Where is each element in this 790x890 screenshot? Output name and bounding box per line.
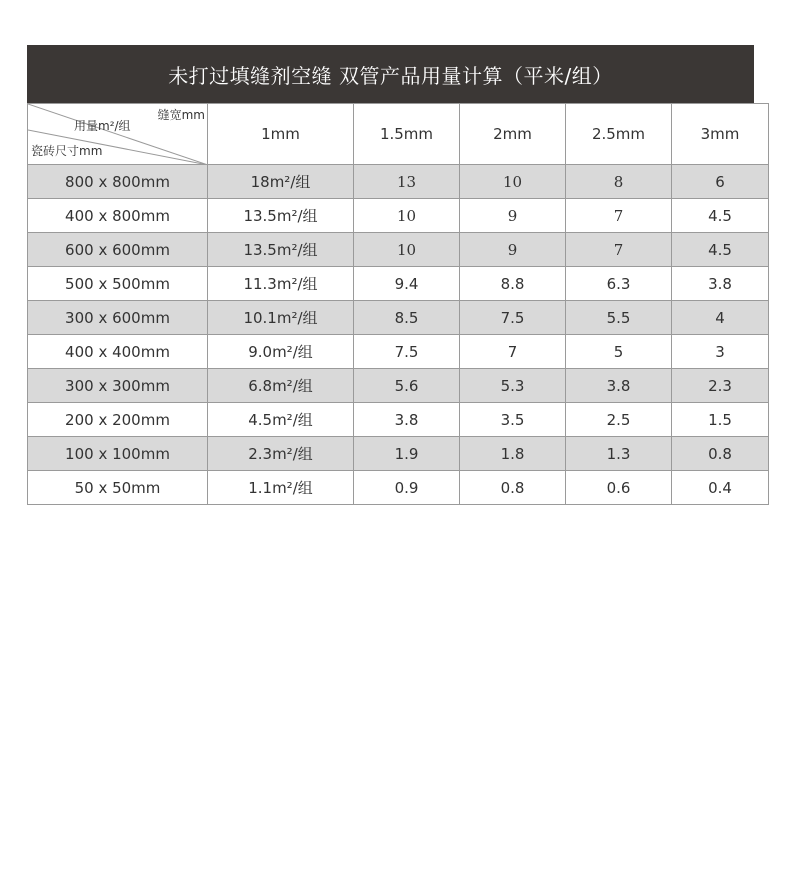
table-row: [28, 301, 769, 335]
usage-cell: 8: [566, 165, 672, 199]
tile-size-cell: 500 x 500mm: [28, 267, 208, 301]
column-header: 1.5mm: [354, 104, 460, 165]
usage-table: [27, 103, 769, 505]
usage-cell: 7: [566, 199, 672, 233]
column-header: 3mm: [672, 104, 769, 165]
table-title: 未打过填缝剂空缝 双管产品用量计算（平米/组）: [27, 45, 754, 103]
usage-cell: 1.9: [354, 437, 460, 471]
usage-cell: 3.8: [354, 403, 460, 437]
usage-cell: 18m²/组: [208, 165, 354, 199]
usage-cell: 2.5: [566, 403, 672, 437]
corner-cell: [28, 104, 208, 165]
usage-cell: 10: [354, 199, 460, 233]
column-header: 1mm: [208, 104, 354, 165]
usage-cell: 0.8: [460, 471, 566, 505]
column-header: 2mm: [460, 104, 566, 165]
tile-size-cell: 800 x 800mm: [28, 165, 208, 199]
usage-cell: 10.1m²/组: [208, 301, 354, 335]
usage-cell: 4.5: [672, 199, 769, 233]
usage-cell: 6.8m²/组: [208, 369, 354, 403]
usage-cell: 4.5m²/组: [208, 403, 354, 437]
table-row: [28, 267, 769, 301]
usage-label: 用量m²/组: [74, 119, 131, 133]
usage-cell: 0.6: [566, 471, 672, 505]
usage-cell: 10: [460, 165, 566, 199]
tile-size-cell: 300 x 600mm: [28, 301, 208, 335]
usage-cell: 2.3: [672, 369, 769, 403]
column-header: 2.5mm: [566, 104, 672, 165]
table-row: [28, 165, 769, 199]
usage-cell: 5: [566, 335, 672, 369]
usage-cell: 1.1m²/组: [208, 471, 354, 505]
tile-size-cell: 400 x 400mm: [28, 335, 208, 369]
usage-cell: 8.5: [354, 301, 460, 335]
table-row: [28, 199, 769, 233]
tile-size-label: 瓷砖尺寸mm: [31, 144, 103, 158]
usage-cell: 9.4: [354, 267, 460, 301]
usage-cell: 4: [672, 301, 769, 335]
usage-cell: 1.3: [566, 437, 672, 471]
table-row: [28, 437, 769, 471]
usage-cell: 7: [460, 335, 566, 369]
usage-chart: [27, 45, 754, 505]
usage-cell: 7: [566, 233, 672, 267]
usage-cell: 13: [354, 165, 460, 199]
usage-cell: 0.9: [354, 471, 460, 505]
usage-cell: 10: [354, 233, 460, 267]
usage-cell: 13.5m²/组: [208, 199, 354, 233]
usage-cell: 6.3: [566, 267, 672, 301]
table-row: [28, 369, 769, 403]
tile-size-cell: 300 x 300mm: [28, 369, 208, 403]
usage-cell: 3: [672, 335, 769, 369]
table-row: [28, 335, 769, 369]
usage-cell: 3.8: [672, 267, 769, 301]
usage-cell: 11.3m²/组: [208, 267, 354, 301]
usage-cell: 5.3: [460, 369, 566, 403]
usage-cell: 3.5: [460, 403, 566, 437]
usage-cell: 13.5m²/组: [208, 233, 354, 267]
usage-cell: 9: [460, 233, 566, 267]
usage-cell: 3.8: [566, 369, 672, 403]
usage-cell: 5.5: [566, 301, 672, 335]
table-row: [28, 403, 769, 437]
usage-cell: 5.6: [354, 369, 460, 403]
usage-cell: 7.5: [460, 301, 566, 335]
table-row: [28, 471, 769, 505]
usage-cell: 1.8: [460, 437, 566, 471]
usage-cell: 9.0m²/组: [208, 335, 354, 369]
usage-cell: 9: [460, 199, 566, 233]
tile-size-cell: 400 x 800mm: [28, 199, 208, 233]
table-row: [28, 233, 769, 267]
tile-size-cell: 600 x 600mm: [28, 233, 208, 267]
tile-size-cell: 200 x 200mm: [28, 403, 208, 437]
usage-cell: 6: [672, 165, 769, 199]
usage-cell: 2.3m²/组: [208, 437, 354, 471]
tile-size-cell: 100 x 100mm: [28, 437, 208, 471]
usage-cell: 1.5: [672, 403, 769, 437]
usage-cell: 4.5: [672, 233, 769, 267]
usage-cell: 7.5: [354, 335, 460, 369]
tile-size-cell: 50 x 50mm: [28, 471, 208, 505]
header-row: [28, 104, 769, 165]
gap-width-label: 缝宽mm: [157, 108, 205, 122]
usage-cell: 8.8: [460, 267, 566, 301]
usage-cell: 0.4: [672, 471, 769, 505]
usage-cell: 0.8: [672, 437, 769, 471]
